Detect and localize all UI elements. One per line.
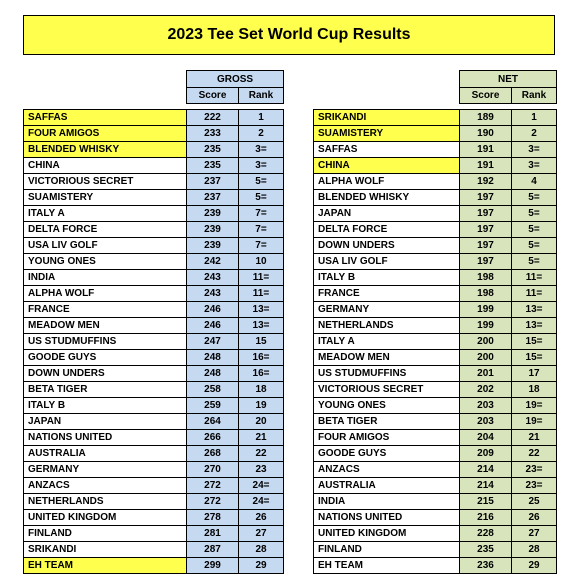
gross-table-row xyxy=(24,510,284,526)
gross-score: 272 xyxy=(187,478,239,494)
gross-team-name: FOUR AMIGOS xyxy=(24,126,187,142)
net-rank: 1 xyxy=(512,110,557,126)
net-score: 197 xyxy=(460,238,512,254)
net-table-row xyxy=(314,414,557,430)
gross-score: 278 xyxy=(187,510,239,526)
net-table-row xyxy=(314,270,557,286)
net-rank: 19= xyxy=(512,398,557,414)
gross-rank: 13= xyxy=(239,318,284,334)
net-rank: 15= xyxy=(512,350,557,366)
net-rank: 5= xyxy=(512,238,557,254)
net-rank: 26 xyxy=(512,510,557,526)
net-score: 197 xyxy=(460,254,512,270)
gross-rank: 18 xyxy=(239,382,284,398)
net-team-name: NETHERLANDS xyxy=(314,318,460,334)
net-score: 200 xyxy=(460,350,512,366)
net-score: 203 xyxy=(460,398,512,414)
gross-rank: 3= xyxy=(239,142,284,158)
gross-score: 239 xyxy=(187,206,239,222)
net-team-name: BLENDED WHISKY xyxy=(314,190,460,206)
net-team-name: SAFFAS xyxy=(314,142,460,158)
net-team-name: GERMANY xyxy=(314,302,460,318)
gross-score: 243 xyxy=(187,270,239,286)
net-rank: 22 xyxy=(512,446,557,462)
net-team-name: USA LIV GOLF xyxy=(314,254,460,270)
net-table-row xyxy=(314,126,557,142)
gross-team-name: CHINA xyxy=(24,158,187,174)
net-table-row xyxy=(314,190,557,206)
gross-team-name: ANZACS xyxy=(24,478,187,494)
net-score: 192 xyxy=(460,174,512,190)
net-table-row xyxy=(314,110,557,126)
gross-team-name: INDIA xyxy=(24,270,187,286)
gross-team-name: FINLAND xyxy=(24,526,187,542)
net-table-row xyxy=(314,526,557,542)
net-table-row xyxy=(314,302,557,318)
gross-rank: 27 xyxy=(239,526,284,542)
gross-rank: 22 xyxy=(239,446,284,462)
net-rank: 21 xyxy=(512,430,557,446)
net-header-table xyxy=(459,70,557,104)
gross-rank: 11= xyxy=(239,270,284,286)
gross-rank: 10 xyxy=(239,254,284,270)
net-table-row xyxy=(314,286,557,302)
net-team-name: AUSTRALIA xyxy=(314,478,460,494)
net-rank: 13= xyxy=(512,318,557,334)
gross-rank: 11= xyxy=(239,286,284,302)
gross-table-row xyxy=(24,366,284,382)
net-team-name: JAPAN xyxy=(314,206,460,222)
net-team-name: EH TEAM xyxy=(314,558,460,574)
net-team-name: VICTORIOUS SECRET xyxy=(314,382,460,398)
net-team-name: DELTA FORCE xyxy=(314,222,460,238)
net-score: 197 xyxy=(460,206,512,222)
gross-score: 242 xyxy=(187,254,239,270)
net-header: NET xyxy=(460,71,557,88)
net-results-table xyxy=(313,109,557,574)
gross-score: 222 xyxy=(187,110,239,126)
gross-rank: 28 xyxy=(239,542,284,558)
gross-table-row xyxy=(24,414,284,430)
net-rank: 4 xyxy=(512,174,557,190)
net-team-name: US STUDMUFFINS xyxy=(314,366,460,382)
gross-table-row xyxy=(24,494,284,510)
gross-header-table xyxy=(186,70,284,104)
gross-team-name: VICTORIOUS SECRET xyxy=(24,174,187,190)
gross-rank: 1 xyxy=(239,110,284,126)
gross-team-name: FRANCE xyxy=(24,302,187,318)
net-rank: 3= xyxy=(512,142,557,158)
gross-team-name: NATIONS UNITED xyxy=(24,430,187,446)
gross-score: 299 xyxy=(187,558,239,574)
gross-table-row xyxy=(24,334,284,350)
gross-rank: 5= xyxy=(239,190,284,206)
net-score: 236 xyxy=(460,558,512,574)
gross-table-row xyxy=(24,542,284,558)
net-team-name: MEADOW MEN xyxy=(314,350,460,366)
gross-score: 237 xyxy=(187,190,239,206)
gross-table-row xyxy=(24,526,284,542)
gross-score: 239 xyxy=(187,222,239,238)
net-team-name: INDIA xyxy=(314,494,460,510)
gross-table-row xyxy=(24,430,284,446)
net-team-name: FINLAND xyxy=(314,542,460,558)
net-score: 197 xyxy=(460,190,512,206)
net-rank: 2 xyxy=(512,126,557,142)
gross-table-row xyxy=(24,286,284,302)
net-team-name: DOWN UNDERS xyxy=(314,238,460,254)
net-score: 214 xyxy=(460,478,512,494)
net-score: 198 xyxy=(460,270,512,286)
gross-score: 248 xyxy=(187,350,239,366)
net-rank: 3= xyxy=(512,158,557,174)
net-score: 203 xyxy=(460,414,512,430)
net-rank: 28 xyxy=(512,542,557,558)
net-team-name: FRANCE xyxy=(314,286,460,302)
gross-score: 264 xyxy=(187,414,239,430)
gross-score: 235 xyxy=(187,142,239,158)
gross-score: 243 xyxy=(187,286,239,302)
net-table-row xyxy=(314,334,557,350)
net-team-name: SUAMISTERY xyxy=(314,126,460,142)
net-score: 199 xyxy=(460,302,512,318)
net-table-row xyxy=(314,398,557,414)
net-score: 197 xyxy=(460,222,512,238)
net-rank: 11= xyxy=(512,286,557,302)
net-score: 204 xyxy=(460,430,512,446)
net-table-row xyxy=(314,222,557,238)
net-team-name: GOODE GUYS xyxy=(314,446,460,462)
net-score: 191 xyxy=(460,158,512,174)
gross-table-row xyxy=(24,254,284,270)
net-table-row xyxy=(314,542,557,558)
net-table-row xyxy=(314,318,557,334)
gross-table-row xyxy=(24,110,284,126)
gross-score: 281 xyxy=(187,526,239,542)
net-rank: 27 xyxy=(512,526,557,542)
net-rank: 5= xyxy=(512,222,557,238)
gross-rank: 24= xyxy=(239,478,284,494)
net-table-row xyxy=(314,366,557,382)
net-table-row xyxy=(314,254,557,270)
net-team-name: FOUR AMIGOS xyxy=(314,430,460,446)
gross-team-name: BLENDED WHISKY xyxy=(24,142,187,158)
net-rank: 15= xyxy=(512,334,557,350)
gross-team-name: DELTA FORCE xyxy=(24,222,187,238)
net-rank: 17 xyxy=(512,366,557,382)
net-rank: 23= xyxy=(512,478,557,494)
net-score: 198 xyxy=(460,286,512,302)
gross-rank: 16= xyxy=(239,350,284,366)
gross-rank: 23 xyxy=(239,462,284,478)
gross-table-row xyxy=(24,126,284,142)
net-table-row xyxy=(314,494,557,510)
gross-score: 247 xyxy=(187,334,239,350)
net-score: 215 xyxy=(460,494,512,510)
gross-team-name: US STUDMUFFINS xyxy=(24,334,187,350)
net-table-row xyxy=(314,158,557,174)
gross-table-row xyxy=(24,318,284,334)
gross-score: 233 xyxy=(187,126,239,142)
net-team-name: ANZACS xyxy=(314,462,460,478)
net-table-row xyxy=(314,430,557,446)
gross-results-table xyxy=(23,109,284,574)
gross-team-name: USA LIV GOLF xyxy=(24,238,187,254)
gross-score: 259 xyxy=(187,398,239,414)
gross-team-name: ALPHA WOLF xyxy=(24,286,187,302)
gross-rank: 15 xyxy=(239,334,284,350)
gross-header: GROSS xyxy=(187,71,284,88)
net-rank: 13= xyxy=(512,302,557,318)
net-rank: 29 xyxy=(512,558,557,574)
gross-table-row xyxy=(24,446,284,462)
gross-table-row xyxy=(24,398,284,414)
gross-table-row xyxy=(24,558,284,574)
gross-table-row xyxy=(24,158,284,174)
net-score: 199 xyxy=(460,318,512,334)
net-team-name: ITALY A xyxy=(314,334,460,350)
gross-score: 268 xyxy=(187,446,239,462)
net-table-row xyxy=(314,558,557,574)
net-team-name: UNITED KINGDOM xyxy=(314,526,460,542)
net-table-row xyxy=(314,510,557,526)
net-score: 201 xyxy=(460,366,512,382)
gross-team-name: DOWN UNDERS xyxy=(24,366,187,382)
gross-team-name: MEADOW MEN xyxy=(24,318,187,334)
net-rank: 11= xyxy=(512,270,557,286)
gross-score-header: Score xyxy=(187,88,239,104)
gross-rank: 29 xyxy=(239,558,284,574)
gross-score: 258 xyxy=(187,382,239,398)
net-rank: 23= xyxy=(512,462,557,478)
gross-table-row xyxy=(24,222,284,238)
gross-rank: 16= xyxy=(239,366,284,382)
gross-rank-header: Rank xyxy=(239,88,284,104)
net-table-row xyxy=(314,462,557,478)
gross-team-name: UNITED KINGDOM xyxy=(24,510,187,526)
gross-rank: 7= xyxy=(239,222,284,238)
gross-team-name: JAPAN xyxy=(24,414,187,430)
gross-team-name: SRIKANDI xyxy=(24,542,187,558)
gross-rank: 24= xyxy=(239,494,284,510)
gross-team-name: ITALY B xyxy=(24,398,187,414)
net-table-row xyxy=(314,382,557,398)
net-table-row xyxy=(314,446,557,462)
net-score: 209 xyxy=(460,446,512,462)
net-team-name: ITALY B xyxy=(314,270,460,286)
gross-score: 287 xyxy=(187,542,239,558)
net-table-row xyxy=(314,350,557,366)
net-score-header: Score xyxy=(460,88,512,104)
gross-rank: 21 xyxy=(239,430,284,446)
gross-team-name: SUAMISTERY xyxy=(24,190,187,206)
net-score: 216 xyxy=(460,510,512,526)
gross-score: 248 xyxy=(187,366,239,382)
gross-rank: 7= xyxy=(239,206,284,222)
net-team-name: ALPHA WOLF xyxy=(314,174,460,190)
net-rank: 19= xyxy=(512,414,557,430)
net-score: 235 xyxy=(460,542,512,558)
gross-rank: 3= xyxy=(239,158,284,174)
gross-table-row xyxy=(24,270,284,286)
gross-team-name: SAFFAS xyxy=(24,110,187,126)
net-team-name: NATIONS UNITED xyxy=(314,510,460,526)
net-table-row xyxy=(314,206,557,222)
net-team-name: CHINA xyxy=(314,158,460,174)
gross-score: 246 xyxy=(187,318,239,334)
gross-score: 235 xyxy=(187,158,239,174)
net-rank-header: Rank xyxy=(512,88,557,104)
gross-rank: 7= xyxy=(239,238,284,254)
net-rank: 5= xyxy=(512,254,557,270)
gross-score: 237 xyxy=(187,174,239,190)
gross-team-name: AUSTRALIA xyxy=(24,446,187,462)
gross-table-row xyxy=(24,302,284,318)
gross-table-row xyxy=(24,142,284,158)
net-table-row xyxy=(314,174,557,190)
gross-score: 239 xyxy=(187,238,239,254)
net-score: 191 xyxy=(460,142,512,158)
gross-table-row xyxy=(24,190,284,206)
gross-score: 246 xyxy=(187,302,239,318)
gross-table-row xyxy=(24,462,284,478)
gross-rank: 26 xyxy=(239,510,284,526)
net-score: 228 xyxy=(460,526,512,542)
net-table-row xyxy=(314,238,557,254)
gross-rank: 13= xyxy=(239,302,284,318)
gross-team-name: YOUNG ONES xyxy=(24,254,187,270)
gross-score: 266 xyxy=(187,430,239,446)
page-title: 2023 Tee Set World Cup Results xyxy=(23,15,555,55)
gross-team-name: GOODE GUYS xyxy=(24,350,187,366)
net-score: 202 xyxy=(460,382,512,398)
net-table-row xyxy=(314,142,557,158)
gross-score: 272 xyxy=(187,494,239,510)
net-rank: 5= xyxy=(512,190,557,206)
net-score: 200 xyxy=(460,334,512,350)
net-team-name: BETA TIGER xyxy=(314,414,460,430)
gross-rank: 2 xyxy=(239,126,284,142)
net-score: 190 xyxy=(460,126,512,142)
gross-rank: 5= xyxy=(239,174,284,190)
gross-team-name: ITALY A xyxy=(24,206,187,222)
net-rank: 18 xyxy=(512,382,557,398)
gross-table-row xyxy=(24,350,284,366)
net-team-name: YOUNG ONES xyxy=(314,398,460,414)
net-rank: 25 xyxy=(512,494,557,510)
net-team-name: SRIKANDI xyxy=(314,110,460,126)
net-score: 189 xyxy=(460,110,512,126)
gross-score: 270 xyxy=(187,462,239,478)
gross-table-row xyxy=(24,206,284,222)
net-rank: 5= xyxy=(512,206,557,222)
gross-team-name: NETHERLANDS xyxy=(24,494,187,510)
gross-table-row xyxy=(24,382,284,398)
gross-table-row xyxy=(24,478,284,494)
gross-team-name: BETA TIGER xyxy=(24,382,187,398)
gross-team-name: GERMANY xyxy=(24,462,187,478)
gross-team-name: EH TEAM xyxy=(24,558,187,574)
gross-rank: 20 xyxy=(239,414,284,430)
net-table-row xyxy=(314,478,557,494)
gross-table-row xyxy=(24,238,284,254)
gross-table-row xyxy=(24,174,284,190)
net-score: 214 xyxy=(460,462,512,478)
gross-rank: 19 xyxy=(239,398,284,414)
